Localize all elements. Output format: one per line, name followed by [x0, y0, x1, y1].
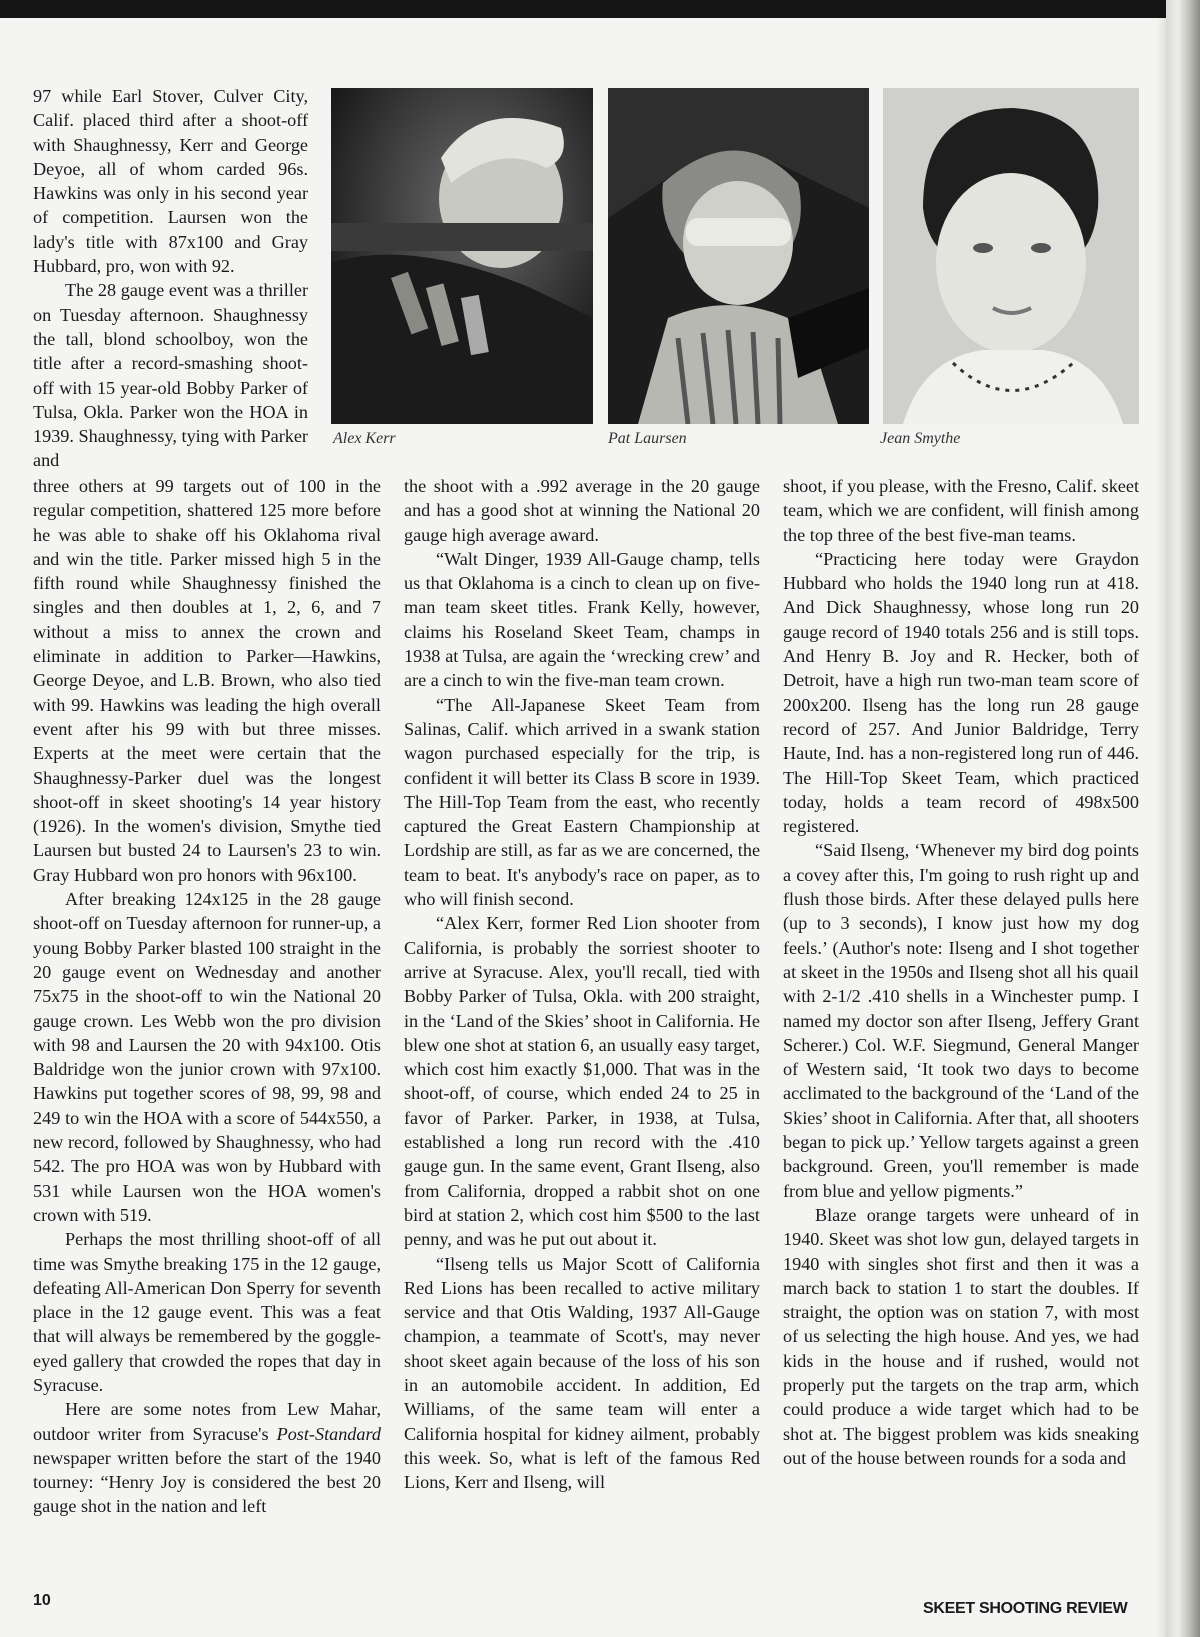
- paragraph: “Ilseng tells us Major Scott of California Red Lions has been recalled to active military service and that Otis Walding, 1937 All-Gauge champion, a teammate of Scott's, may never shoot skeet again because of the loss of his son in an automobile accident. In addition, Ed Williams, of the same team will enter a California hospital for kidney ailment, probably this week. So, what is left of the famous Red Lions, Kerr and Ilseng, will: [404, 1253, 760, 1493]
- newspaper-title: Post-Standard: [276, 1423, 381, 1444]
- paragraph: “The All-Japanese Skeet Team from Salinas, Calif. which arrived in a swank station wagon purchased especially for the trip, is confident it will better its Class B score in 1939. The Hill-Top Team from the east, who recently captured the Great Eastern Championship at Lordship are still, as far as we are concerned, the team to beat. It's anybody's race on paper, as to who will finish second.: [404, 694, 761, 910]
- text-run: Here are some notes from Lew Mahar, outdoor writer from Syracuse's: [33, 1399, 381, 1444]
- binding-shadow: [1156, 0, 1166, 1637]
- paragraph: Perhaps the most thrilling shoot-off of all time was Smythe breaking 175 in the 12 gauge, defeating All-American Don Sperry for seventh place in the 12 gauge event. This was a feat that will always be remembered by the goggle-eyed gallery that crowded the ropes that day in Syracuse.: [33, 1229, 381, 1395]
- column-2: [404, 474, 760, 1494]
- paragraph: “Alex Kerr, former Red Lion shooter from California, is probably the sorriest shooter to arrive at Syracuse. Alex, you'll recall, tied with Bobby Parker of Tulsa, Okla. with 200 straight, in the ‘Land of the Skies’ shoot in California. He blew one shot at station 6, an usually easy target, which cost him exactly $1,000. That was in the shoot-off, of course, which ended 24 to 25 in favor of Parker. Parker, in 1938, at Tulsa, established a long run record with the .410 gauge gun. In the same event, Grant Ilseng, also from California, dropped a rabbit shot on one bird at station 2, which cost him $500 to the last penny, and was he put out about it.: [404, 913, 760, 1250]
- page-binding: [1166, 0, 1200, 1637]
- paragraph: shoot, if you please, with the Fresno, Calif. skeet team, which we are confident, will finish among the top three of the best five-man teams.: [783, 476, 1139, 545]
- column-1: [33, 474, 381, 1519]
- photo-jean-smythe: [883, 88, 1139, 424]
- paragraph: “Walt Dinger, 1939 All-Gauge champ, tells us that Oklahoma is a cinch to clean up on five-man team skeet titles. Frank Kelly, however, claims his Roseland Skeet Team, champs in 1938 at Tulsa, are again the ‘wrecking crew’ and are a cinch to win the five-man team crown.: [404, 548, 760, 691]
- text-run: newspaper written before the start of the 1940 tourney: “Henry Joy is considered the best 20 gauge shot in the nation and left: [33, 1447, 381, 1517]
- photo-alex-kerr: [331, 88, 593, 424]
- portrait-shooter-with-gun-icon: [331, 88, 593, 424]
- paragraph: After breaking 124x125 in the 28 gauge shoot-off on Tuesday afternoon for runner-up, a young Bobby Parker blasted 100 straight in the 20 gauge event on Wednesday and another 75x75 in the shoot-off to win the National 20 gauge crown. Les Webb won the pro division with 98 and Laursen the 20 with 94x100. Otis Baldridge won the junior crown with 97x100. Hawkins put together scores of 98, 99, 98 and 249 to win the HOA with a score of 544x550, a new record, followed by Shaughnessy, who had 542. The pro HOA was won by Hubbard with 531 while Laursen won the HOA women's crown with 519.: [33, 889, 381, 1225]
- paragraph: [33, 1397, 381, 1518]
- running-title: SKEET SHOOTING REVIEW: [923, 1600, 1128, 1617]
- paragraph: “Practicing here today were Graydon Hubbard who holds the 1940 long run at 418. And Dick Shaughnessy, whose long run 20 gauge record of 1940 totals 256 and is still tops. And Henry B. Joy and R. Hecker, both of Detroit, have a high run two-man team score of 200x200. Ilseng has the long run 28 gauge record of 257. And Junior Baldridge, Terry Haute, Ind. has a non-registered long run of 446. The Hill-Top Skeet Team, which practiced today, holds a team record of 498x500 registered.: [783, 548, 1139, 837]
- photo-caption: Pat Laursen: [608, 430, 687, 447]
- portrait-woman-with-glasses-icon: [608, 88, 869, 424]
- paragraph: the shoot with a .992 average in the 20 gauge and has a good shot at winning the National 20 gauge high average award.: [404, 476, 760, 545]
- portrait-woman-icon: [883, 88, 1139, 424]
- column-1-top: [33, 84, 308, 473]
- paragraph: “Said Ilseng, ‘Whenever my bird dog points a covey after this, I'm going to rush right up and flush those birds. After these delayed pulls here (up to 3 seconds), I know just how my dog feels.’ (Author's note: Ilseng and I shot together at skeet in the 1950s and Ilseng shot all his quail with 2-1/2 .410 shells in a Winchester pump. I named my doctor son after Ilseng, Jeffery Grant Scherer.) Col. W.F. Siegmund, General Manger of Western said, ‘It took two days to become acclimated to the background of the ‘Land of the Skies’ shoot in California. After that, all shooters began to pick up.’ Yellow targets against a green background. Green, you'll remember is made from blue and yellow pigments.”: [783, 840, 1139, 1201]
- paragraph: 97 while Earl Stover, Culver City, Calif. placed third after a shoot-off with Shaughnessy, Kerr and George Deyoe, all of whom carded 96s. Hawkins was only in his second year of competition. Laursen won the lady's title with 87x100 and Gray Hubbard, pro, won with 92.: [33, 86, 308, 277]
- scan-top-border: [0, 0, 1200, 18]
- photo-caption: Jean Smythe: [880, 430, 961, 447]
- photo-pat-laursen: [608, 88, 869, 424]
- paragraph: three others at 99 targets out of 100 in the regular competition, shattered 125 more before he was able to shake off his Oklahoma rival and win the title. Parker missed high 5 in the fifth round while Shaughnessy finished the singles and then doubles at 1, 2, 6, and 7 without a miss to annex the crown and eliminate in addition to Parker—Hawkins, George Deyoe, and L.B. Brown, who also tied with 99. Hawkins was leading the high overall event after his 99 with but three misses. Experts at the meet were certain that the Shaughnessy-Parker duel was the longest shoot-off in skeet shooting's 14 year history (1926). In the women's division, Smythe tied Laursen but busted 24 to Laursen's 23 to win. Gray Hubbard won pro honors with 96x100.: [33, 476, 381, 885]
- paragraph: Blaze orange targets were unheard of in 1940. Skeet was shot low gun, delayed targets in 1940 with singles shot first and then it was a march back to station 1 to start the doubles. If straight, the option was on station 7, with most of us selecting the high house. And yes, we had kids in the house and if rushed, would not properly put the targets on the trap arm, which could produce a wide target which had to be shot at. The biggest problem was kids sneaking out of the house between rounds for a soda and: [783, 1204, 1139, 1468]
- page-number: 10: [33, 1592, 51, 1609]
- photo-caption: Alex Kerr: [333, 430, 396, 447]
- column-3: [783, 474, 1139, 1470]
- paragraph: The 28 gauge event was a thriller on Tuesday afternoon. Shaughnessy the tall, blond schoolboy, won the title after a record-smashing shoot-off with 15 year-old Bobby Parker of Tulsa, Okla. Parker won the HOA in 1939. Shaughnessy, tying with Parker and: [33, 280, 308, 471]
